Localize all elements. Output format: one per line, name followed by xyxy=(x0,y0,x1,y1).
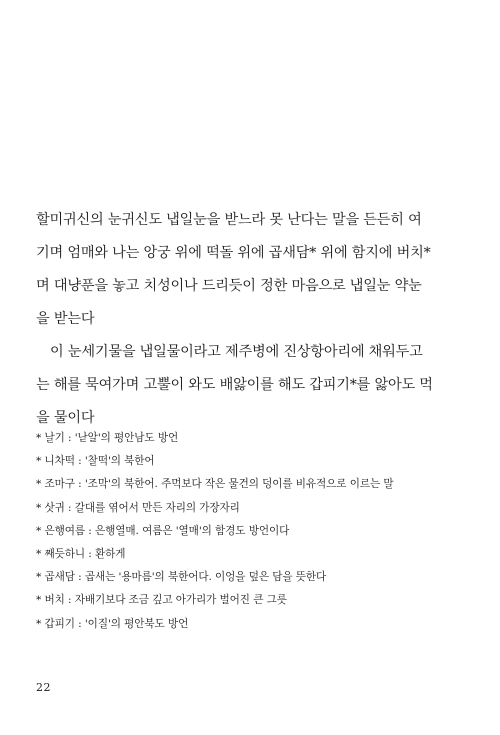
poem-line: 며 대냥푼을 놓고 치성이나 드리듯이 정한 마음으로 냅일눈 약눈 xyxy=(36,278,422,294)
footnote: * 갑피기 : '이질'의 평안북도 방언 xyxy=(36,617,189,630)
poem-line: 기며 엄매와 나는 앙궁 위에 떡돌 위에 곱새담* 위에 함지에 버치* xyxy=(36,245,431,261)
poem-line: 할미귀신의 눈귀신도 냅일눈을 받느라 못 난다는 말을 든든히 여 xyxy=(36,212,422,228)
poem-line: 이 눈세기물을 냅일물이라고 제주병에 진상항아리에 채워두고 xyxy=(50,344,423,360)
poem-line: 을 물이다 xyxy=(36,410,95,426)
poem-line: 는 해를 묵여가며 고뿔이 와도 배앓이를 해도 갑피기*를 앓아도 먹 xyxy=(36,377,433,393)
footnote: * 조마구 : '조막'의 북한어. 주먹보다 작은 물건의 덩이를 비유적으로 이르는 말 xyxy=(36,478,394,491)
footnote: * 삿귀 : 갈대를 엮어서 만든 자리의 가장자리 xyxy=(36,501,240,514)
footnote: * 은행여름 : 은행열매. 여름은 '열매'의 함경도 방언이다 xyxy=(36,524,290,537)
poem-body xyxy=(36,204,456,435)
page-number: 22 xyxy=(36,681,51,694)
footnotes xyxy=(36,427,466,636)
footnote: * 째듯하니 : 환하게 xyxy=(36,547,126,560)
poem-line: 을 받는다 xyxy=(36,311,95,327)
footnote: * 곱새담 : 곱새는 '용마름'의 북한어다. 이엉을 덮은 담을 뜻한다 xyxy=(36,571,327,584)
footnote: * 날기 : '낟알'의 평안남도 방언 xyxy=(36,432,179,444)
footnote: * 니차떡 : '찰떡'의 북한어 xyxy=(36,455,155,468)
footnote: * 버치 : 자배기보다 조금 깊고 아가리가 벌어진 큰 그릇 xyxy=(36,594,287,607)
